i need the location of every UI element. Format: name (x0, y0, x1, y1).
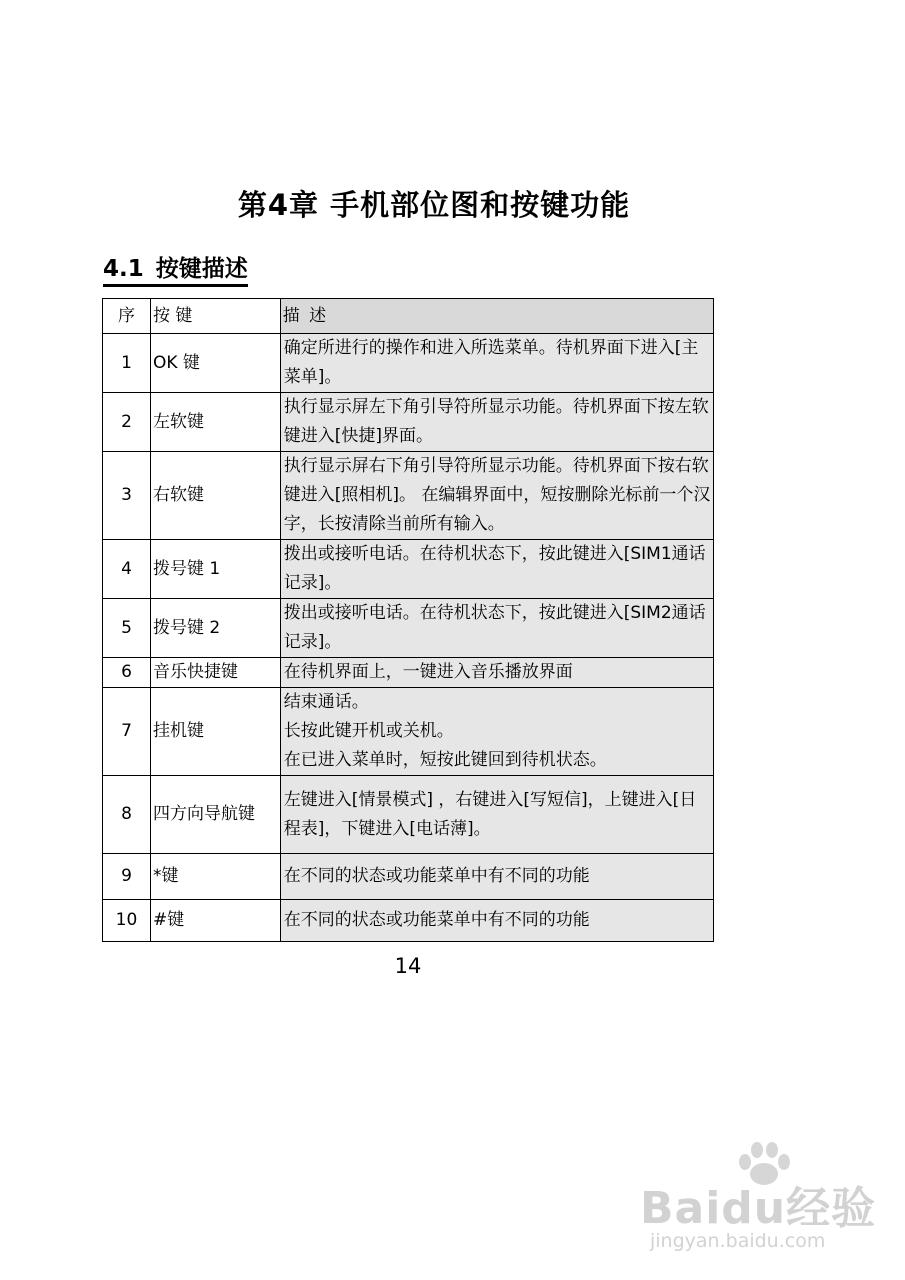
section-number: 4.1 (103, 256, 144, 282)
table-row (103, 599, 714, 658)
row-description: 结束通话。 长按此键开机或关机。 在已进入菜单时，短按此键回到待机状态。 (280, 688, 713, 776)
key-function-table (102, 298, 714, 942)
page-number: 14 (394, 954, 422, 978)
table-row (103, 334, 714, 393)
baidu-watermark (640, 1140, 877, 1260)
row-key: *键 (150, 854, 280, 900)
table-row (103, 776, 714, 854)
table-row (103, 688, 714, 776)
row-key: 左软键 (150, 393, 280, 452)
row-number: 9 (103, 854, 151, 900)
row-description: 确定所进行的操作和进入所选菜单。待机界面下进入[主菜单]。 (280, 334, 713, 393)
table-row (103, 452, 714, 540)
row-description: 拨出或接听电话。在待机状态下，按此键进入[SIM1通话记录]。 (280, 540, 713, 599)
row-key: 四方向导航键 (150, 776, 280, 854)
chapter-title: 第4章 手机部位图和按键功能 (237, 188, 631, 222)
row-description: 在不同的状态或功能菜单中有不同的功能 (280, 854, 713, 900)
row-key: 挂机键 (150, 688, 280, 776)
section-heading (103, 255, 248, 287)
table-row (103, 658, 714, 688)
row-number: 6 (103, 658, 151, 688)
row-number: 2 (103, 393, 151, 452)
table-row (103, 393, 714, 452)
table-row (103, 900, 714, 942)
row-description: 执行显示屏右下角引导符所显示功能。待机界面下按右软键进入[照相机]。 在编辑界面中，短按删除光标前一个汉字，长按清除当前所有输入。 (280, 452, 713, 540)
row-description: 在不同的状态或功能菜单中有不同的功能 (280, 900, 713, 942)
row-description: 拨出或接听电话。在待机状态下，按此键进入[SIM2通话记录]。 (280, 599, 713, 658)
table-row (103, 540, 714, 599)
header-description: 描 述 (280, 299, 713, 334)
row-number: 3 (103, 452, 151, 540)
section-title: 按键描述 (155, 256, 248, 282)
row-key: 音乐快捷键 (150, 658, 280, 688)
row-key: 拨号键 2 (150, 599, 280, 658)
row-number: 4 (103, 540, 151, 599)
header-key: 按 键 (150, 299, 280, 334)
row-description: 执行显示屏左下角引导符所显示功能。待机界面下按左软键进入[快捷]界面。 (280, 393, 713, 452)
row-number: 10 (103, 900, 151, 942)
row-number: 1 (103, 334, 151, 393)
watermark-brand: Baidu经验 (640, 1183, 877, 1234)
row-key: #键 (150, 900, 280, 942)
row-key: 拨号键 1 (150, 540, 280, 599)
table-row (103, 854, 714, 900)
row-number: 8 (103, 776, 151, 854)
table-header-row (103, 299, 714, 334)
row-key: 右软键 (150, 452, 280, 540)
row-description: 在待机界面上，一键进入音乐播放界面 (280, 658, 713, 688)
row-number: 7 (103, 688, 151, 776)
row-key: OK 键 (150, 334, 280, 393)
header-number: 序 (103, 299, 151, 334)
row-description: 左键进入[情景模式] ，右键进入[写短信]，上键进入[日程表]，下键进入[电话薄]。 (280, 776, 713, 854)
row-number: 5 (103, 599, 151, 658)
watermark-url: jingyan.baidu.com (650, 1230, 826, 1252)
